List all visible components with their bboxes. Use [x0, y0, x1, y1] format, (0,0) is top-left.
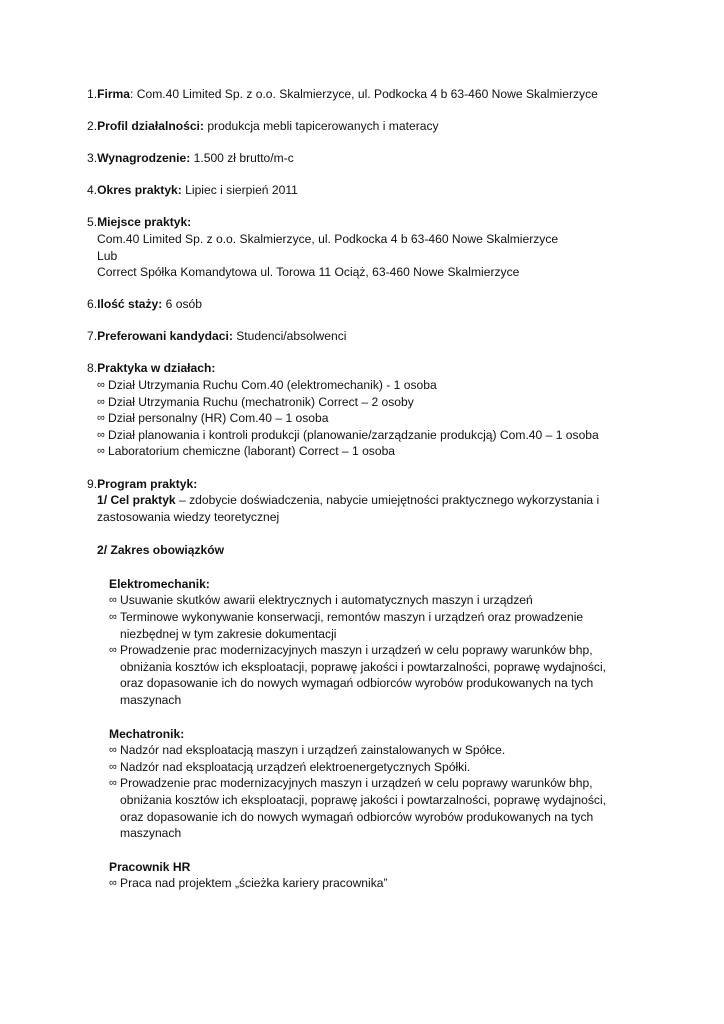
infinity-bullet-icon: ∞ — [97, 379, 105, 392]
item-wynagrodzenie — [87, 150, 684, 167]
item-label: Praktyka w działach: — [97, 361, 216, 376]
list-item: ∞ Prowadzenie prac modernizacyjnych maszyn i urządzeń w celu poprawy warunków bhp, obniżania kosztów ich eksploatacji, poprawę jakości i powtarzalności, poprawę wydajności, oraz dopasowanie ich do nowych wymagań odbiorców wyrobów produkowanych na tych maszynach — [109, 776, 607, 841]
item-number: 5. — [87, 215, 98, 230]
item-miejsce — [87, 214, 684, 280]
list-item: ∞ Dział Utrzymania Ruchu Com.40 (elektromechanik) - 1 osoba — [97, 378, 437, 393]
duty-list — [87, 742, 684, 842]
item-label: Firma — [97, 87, 131, 101]
item-label: Okres praktyk: — [97, 183, 182, 198]
item-value: produkcja mebli tapicerowanych i materacy — [203, 119, 439, 134]
item-number: 8. — [87, 361, 98, 376]
role-heading: Pracownik HR — [109, 859, 191, 874]
infinity-bullet-icon: ∞ — [97, 412, 105, 425]
list-item: ∞ Terminowe wykonywanie konserwacji, remontów maszyn i urządzeń oraz prowadzenie niezbędnej w tym zakresie dokumentacji — [109, 610, 584, 641]
item-number: 9. — [87, 476, 98, 491]
zakres-heading: 2/ Zakres obowiązków — [97, 543, 225, 558]
item-firma — [87, 86, 684, 103]
list-item: ∞ Prowadzenie prac modernizacyjnych maszyn i urządzeń w celu poprawy warunków bhp, obniżania kosztów ich eksploatacji, poprawę jakości i powtarzalności, poprawę wydajności, oraz dopasowanie ich do nowych wymagań odbiorców wyrobów produkowanych na tych maszynach — [109, 643, 607, 708]
infinity-bullet-icon: ∞ — [97, 445, 105, 458]
item-value: Studenci/absolwenci — [232, 329, 347, 344]
item-number: 7. — [87, 329, 98, 344]
duty-list — [87, 592, 684, 708]
address-line: Com.40 Limited Sp. z o.o. Skalmierzyce, ul. Podkocka 4 b 63-460 Nowe Skalmierzyce — [97, 231, 559, 246]
list-item: ∞ Dział planowania i kontroli produkcji (planowanie/zarządzanie produkcją) Com.40 – 1 osoba — [97, 427, 599, 442]
address-line: Lub — [97, 248, 118, 263]
list-item: ∞ Usuwanie skutków awarii elektrycznych i automatycznych maszyn i urządzeń — [109, 593, 533, 608]
cel-praktyk-cont: zastosowania wiedzy teoretycznej — [97, 509, 280, 524]
cel-praktyk: 1/ Cel praktyk – zdobycie doświadczenia, nabycie umiejętności praktycznego wykorzystania i — [97, 493, 600, 508]
duty-list — [87, 875, 684, 892]
item-number: 3. — [87, 151, 98, 166]
list-item: ∞ Dział Utrzymania Ruchu (mechatronik) Correct – 2 osoby — [97, 394, 414, 409]
infinity-bullet-icon: ∞ — [109, 877, 117, 890]
item-number: 2. — [87, 119, 98, 134]
infinity-bullet-icon: ∞ — [109, 744, 117, 757]
item-number: 1. — [87, 87, 98, 101]
item-value: 6 osób — [162, 297, 202, 312]
list-item: ∞ Nadzór nad eksploatacją maszyn i urządzeń zainstalowanych w Spółce. — [109, 743, 506, 758]
item-ilosc — [87, 296, 684, 313]
infinity-bullet-icon: ∞ — [109, 760, 117, 773]
item-label: Preferowani kandydaci: — [97, 329, 233, 344]
list-item: ∞ Laboratorium chemiczne (laborant) Correct – 1 osoba — [97, 444, 396, 459]
item-preferowani — [87, 328, 684, 345]
role-heading: Elektromechanik: — [109, 576, 210, 591]
item-number: 4. — [87, 183, 98, 198]
infinity-bullet-icon: ∞ — [97, 428, 105, 441]
item-okres — [87, 182, 684, 199]
item-number: 6. — [87, 297, 98, 312]
item-value: Lipiec i sierpień 2011 — [181, 183, 298, 198]
address-line: Correct Spółka Komandytowa ul. Torowa 11 Ociąż, 63-460 Nowe Skalmierzyce — [97, 265, 520, 280]
item-dzialy — [87, 360, 684, 460]
item-label: Program praktyk: — [97, 476, 198, 491]
list-item: ∞ Praca nad projektem „ścieżka kariery pracownika” — [109, 876, 388, 891]
infinity-bullet-icon: ∞ — [109, 594, 117, 607]
item-label: Ilość staży: — [97, 297, 163, 312]
list-item: ∞ Dział personalny (HR) Com.40 – 1 osoba — [97, 411, 329, 426]
item-label: Miejsce praktyk: — [97, 215, 192, 230]
item-label: Wynagrodzenie: — [97, 151, 191, 166]
item-label: Profil działalności: — [97, 119, 204, 134]
item-value: 1.500 zł brutto/m-c — [190, 151, 294, 166]
list-item: ∞ Nadzór nad eksploatacją urządzeń elektroenergetycznych Spółki. — [109, 759, 471, 774]
item-value: : Com.40 Limited Sp. z o.o. Skalmierzyce, ul. Podkocka 4 b 63-460 Nowe Skalmierzyce — [130, 87, 598, 101]
item-program — [87, 476, 684, 892]
department-list — [87, 377, 684, 460]
infinity-bullet-icon: ∞ — [97, 395, 105, 408]
infinity-bullet-icon: ∞ — [109, 644, 117, 657]
item-profil — [87, 118, 684, 135]
infinity-bullet-icon: ∞ — [109, 777, 117, 790]
role-heading: Mechatronik: — [109, 726, 185, 741]
infinity-bullet-icon: ∞ — [109, 611, 117, 624]
